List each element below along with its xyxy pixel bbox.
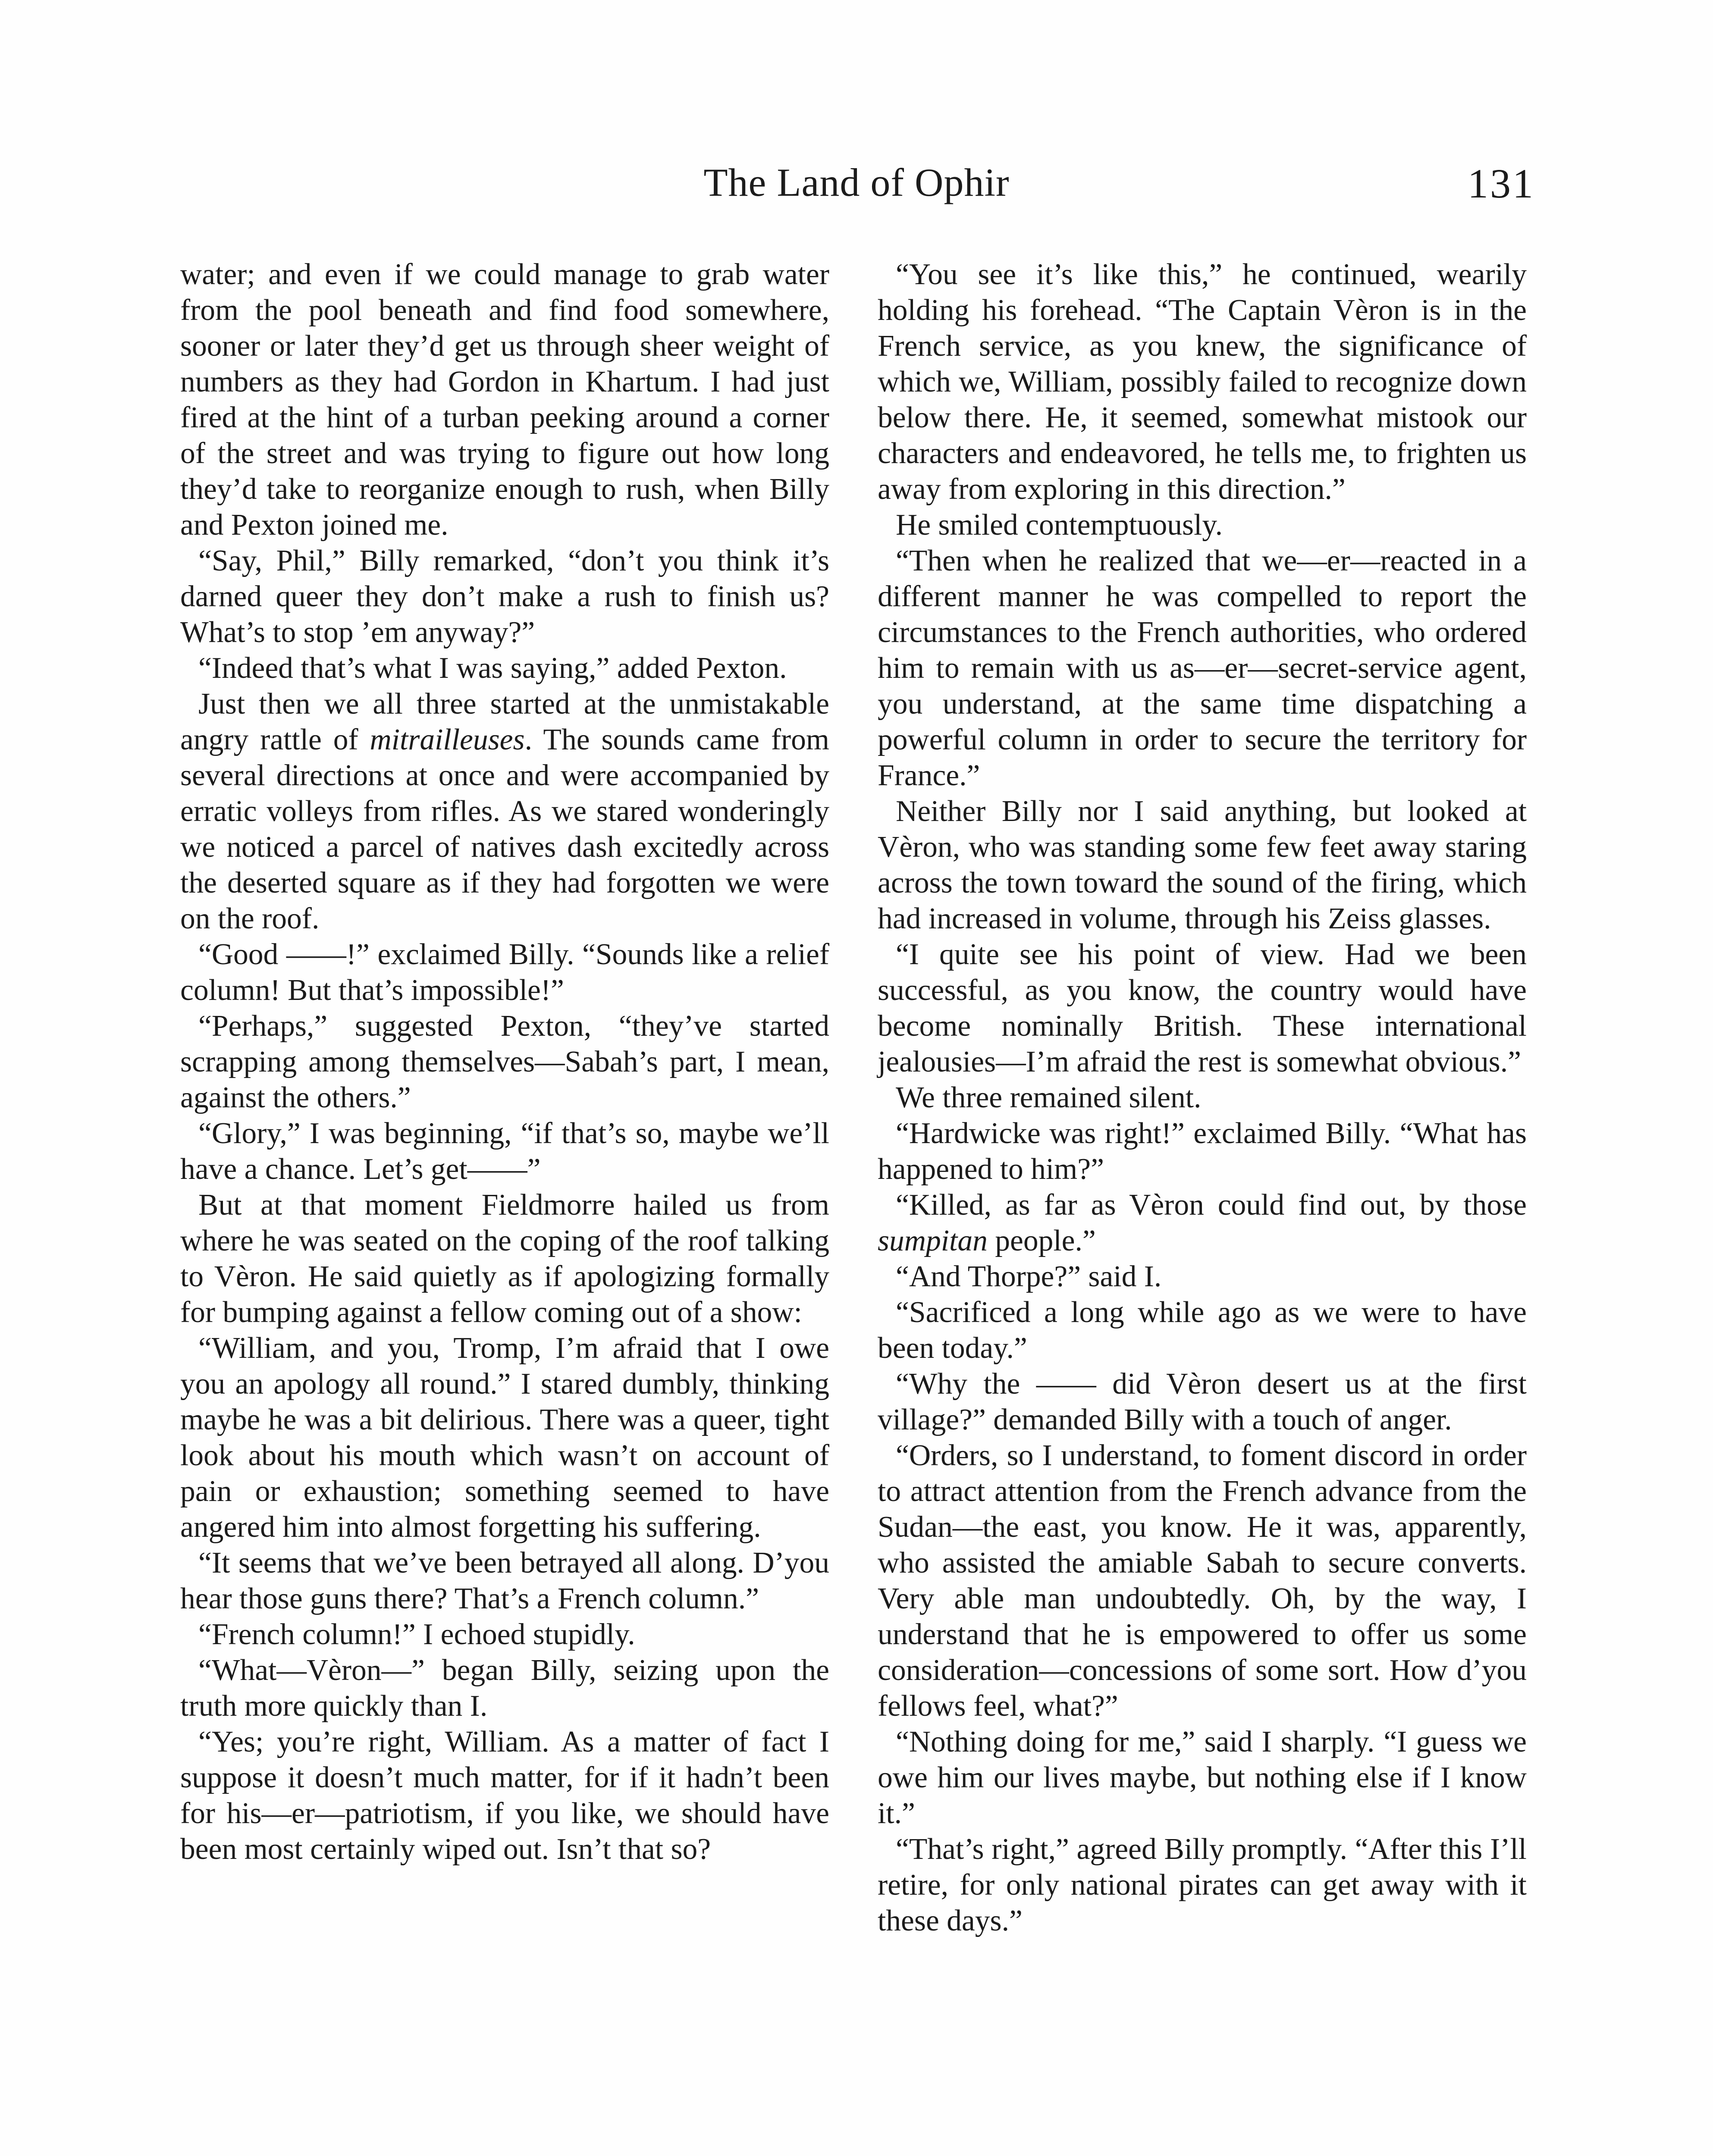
paragraph: We three remained silent. [896,1081,1202,1114]
paragraph: But at that moment Fieldmorre hailed us from where he was seated on the coping of the roof talking to Vèron. He said quietly as if apologizing formally for bumping against a fellow coming out of a show: [180,1188,829,1329]
paragraph: “Yes; you’re right, William. As a matter of fact I suppose it doesn’t much matter, for if it hadn’t been for his—er—patriotism, if you like, we should have been most certainly wiped out. Isn’t that so? [180,1725,829,1866]
paragraph: “William, and you, Tromp, I’m afraid that I owe you an apology all round.” I stared dumbly, thinking maybe he was a bit delirious. There was a queer, tight look about his mouth which wasn’t on account of pain or exhaustion; something seemed to have angered him into almost forgetting his suffering. [180,1332,829,1544]
right-text-column [878,257,1527,1939]
paragraph: “Hardwicke was right!” exclaimed Billy. “What has happened to him?” [878,1117,1527,1186]
running-head [0,160,1713,216]
paragraph: “It seems that we’ve been betrayed all along. D’you hear those guns there? That’s a French column.” [180,1546,829,1615]
paragraph: water; and even if we could manage to grab water from the pool beneath and find food somewhere, sooner or later they’d get us through sheer weight of numbers as they had Gordon in Khartum. I had just fired at the hint of a turban peeking around a corner of the street and was trying to figure out how long they’d take to reorganize enough to rush, when Billy and Pexton joined me. [180,258,829,542]
left-text-column [180,257,829,1867]
paragraph: Neither Billy nor I said anything, but looked at Vèron, who was standing some few feet away staring across the town toward the sound of the firing, which had increased in volume, through his Zeiss glasses. [878,795,1527,935]
running-title: The Land of Ophir [703,160,1010,204]
paragraph: “What—Vèron—” began Billy, seizing upon the truth more quickly than I. [180,1654,829,1723]
paragraph: “Good ——!” exclaimed Billy. “Sounds like a relief column! But that’s impossible!” [180,938,829,1007]
paragraph: “Killed, as far as Vèron could find out, by those sumpitan people.” [878,1188,1527,1257]
paragraph: “You see it’s like this,” he continued, wearily holding his forehead. “The Captain Vèron is in the French service, as you knew, the significance of which we, William, possibly failed to recognize down below there. He, it seemed, somewhat mistook our characters and endeavored, he tells me, to frighten us away from exploring in this direction.” [878,258,1527,506]
paragraph: He smiled contemptuously. [896,508,1223,542]
page-number: 131 [1468,160,1535,207]
paragraph: “That’s right,” agreed Billy promptly. “After this I’ll retire, for only national pirates can get away with it these days.” [878,1833,1527,1937]
paragraph: “Glory,” I was beginning, “if that’s so, maybe we’ll have a chance. Let’s get——” [180,1117,829,1186]
paragraph: “Nothing doing for me,” said I sharply. “I guess we owe him our lives maybe, but nothing else if I know it.” [878,1725,1527,1830]
paragraph: “Then when he realized that we—er—reacted in a different manner he was compelled to report the circumstances to the French authorities, who ordered him to remain with us as—er—secret-service agent, you understand, at the same time dispatching a powerful column in order to secure the territory for France.” [878,544,1527,792]
paragraph: “Indeed that’s what I was saying,” added Pexton. [198,652,787,685]
paragraph: “French column!” I echoed stupidly. [198,1618,635,1651]
paragraph: “Say, Phil,” Billy remarked, “don’t you think it’s darned queer they don’t make a rush to finish us? What’s to stop ’em anyway?” [180,544,829,649]
emphasized-word: sumpitan [878,1224,988,1257]
paragraph: “Why the —— did Vèron desert us at the first village?” demanded Billy with a touch of anger. [878,1367,1527,1436]
paragraph: “Perhaps,” suggested Pexton, “they’ve started scrapping among themselves—Sabah’s part, I mean, against the others.” [180,1009,829,1114]
paragraph: “Orders, so I understand, to foment discord in order to attract attention from the French advance from the Sudan—the east, you know. He it was, apparently, who assisted the amiable Sabah to secure converts. Very able man undoubtedly. Oh, by the way, I understand that he is empowered to offer us some consideration—concessions of some sort. How d’you fellows feel, what?” [878,1439,1527,1723]
emphasized-word: mitrailleuses [370,723,525,756]
paragraph: “I quite see his point of view. Had we been successful, as you know, the country would have become nominally British. These international jealousies—I’m afraid the rest is somewhat obvious.” [878,938,1527,1078]
paragraph: “And Thorpe?” said I. [896,1260,1162,1293]
paragraph: “Sacrificed a long while ago as we were to have been today.” [878,1296,1527,1365]
paragraph: Just then we all three started at the unmistakable angry rattle of mitrailleuses. The sounds came from several directions at once and were accompanied by erratic volleys from rifles. As we stared wonderingly we noticed a parcel of natives dash excitedly across the deserted square as if they had forgotten we were on the roof. [180,687,829,935]
